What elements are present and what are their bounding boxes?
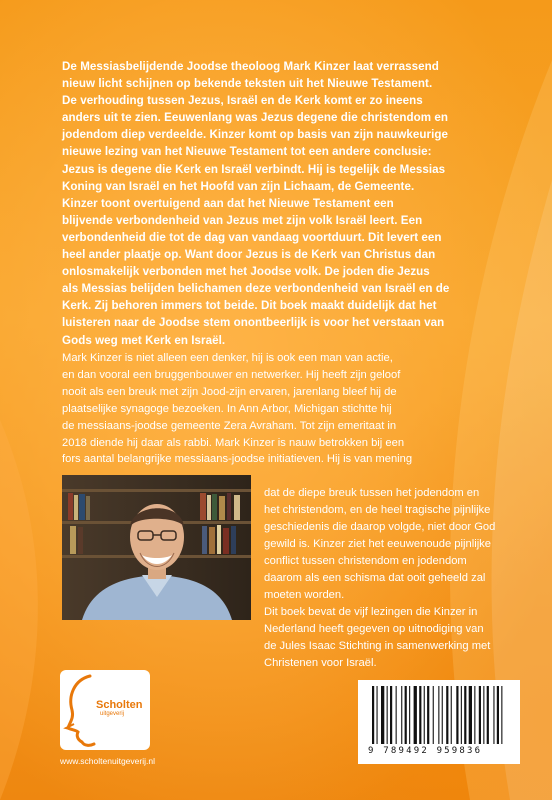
barcode-bar	[501, 686, 502, 744]
barcode-bar	[419, 686, 421, 744]
isbn-barcode	[358, 680, 520, 764]
barcode-bar	[414, 686, 417, 744]
barcode-bar	[390, 686, 392, 744]
blurb-line: nieuw licht schijnen op bekende teksten uit het Nieuwe Testament.	[62, 77, 433, 91]
isbn-number: 9 789492 959836	[368, 746, 483, 756]
blurb-line: onlosmakelijk verbonden met het Joodse volk. De joden die Jezus	[62, 265, 430, 279]
bio-line: de messiaans-joodse gemeente Zera Avraham. Tot zijn emeritaat in	[62, 419, 397, 432]
blurb-line: nieuwe lezing van het Nieuwe Testament tot een andere conclusie:	[62, 145, 432, 159]
barcode-bar	[387, 686, 388, 744]
barcode-bar	[493, 686, 494, 744]
blurb-line: Kinzer toont overtuigend aan dat het Nieuwe Testament een	[62, 196, 394, 210]
bio-line: dat de diepe breuk tussen het jodendom en	[264, 487, 480, 499]
barcode-bar	[442, 686, 443, 744]
barcode-bar	[396, 686, 397, 744]
blurb-line: blijvende verbondenheid van Jezus met zijn volk Israël leert. Een	[62, 213, 423, 227]
bio-line: het christendom, en de heel tragische pijnlijke	[264, 503, 491, 516]
bio-line: 2018 diende hij daar als rabbi. Mark Kinzer is nauw betrokken bij een	[62, 436, 405, 449]
blurb-line: verbondenheid die tot de dag van vandaag voortduurt. Dit levert een	[62, 230, 442, 244]
barcode-bar	[456, 686, 458, 744]
barcode-bar	[401, 686, 402, 744]
barcode-bar	[487, 686, 489, 744]
bio-line: conflict tussen christendom en jodendom	[264, 554, 467, 567]
bio-line: Mark Kinzer is niet alleen een denker, hij is ook een man van actie,	[62, 352, 393, 364]
publisher-subtitle: uitgeverij	[100, 711, 125, 717]
blurb-line: Kerk. Zij behoren immers tot beide. Dit boek maakt duidelijk dat het	[62, 299, 437, 313]
author-bio-side	[264, 485, 512, 586]
barcode-bar	[483, 686, 484, 744]
author-photo	[62, 475, 251, 620]
bio-line: plaatselijke synagoge bezoeken. In Ann Arbor, Michigan stichtte hij	[62, 402, 392, 415]
barcode-bar	[424, 686, 425, 744]
blurb-line: De Messiasbelijdende Joodse theoloog Mark Kinzer laat verrassend	[62, 60, 439, 73]
bio-line: Christenen voor Israël.	[264, 656, 377, 669]
bio-line: de Jules Isaac Stichting in samenwerking met	[264, 639, 491, 652]
bio-line: moeten worden.	[264, 589, 345, 601]
publisher-url: www.scholtenuitgeverij.nl	[60, 756, 155, 766]
barcode-bar	[405, 686, 407, 744]
barcode-bar	[451, 686, 452, 744]
blurb-line: Koning van Israël en het Hoofd van zijn Lichaam, de Gemeente.	[62, 179, 415, 193]
bio-line: geschiedenis die daarop volgde, niet door God	[264, 520, 496, 533]
barcode-bar	[446, 686, 448, 744]
bio-line: Nederland heeft gegeven op uitnodiging van	[264, 622, 484, 635]
bio-line: nooit als een breuk met zijn Jood-zijn ervaren, jarenlang bleef hij de	[62, 385, 397, 398]
barcode-bar	[409, 686, 410, 744]
barcode-bar	[479, 686, 481, 744]
blurb-line: De verhouding tussen Jezus, Israël en de Kerk komt er zo ineens	[62, 94, 423, 108]
barcode-bar	[427, 686, 429, 744]
blurb-text	[62, 58, 504, 349]
blurb-line: Gods weg met Kerk en Israël.	[62, 333, 226, 347]
bio-line: gewild is. Kinzer ziet het eeuwenoude pijnlijke	[264, 537, 491, 550]
barcode-bar	[372, 686, 374, 744]
book-contents-note	[264, 587, 512, 672]
barcode-bar	[497, 686, 499, 744]
barcode-bar	[377, 686, 378, 744]
blurb-line: luisteren naar de Joodse stem onontbeerlijk is voor het verstaan van	[62, 316, 445, 330]
bio-line: daarom als een schisma dat ooit geheeld zal	[264, 571, 486, 584]
barcode-bar	[469, 686, 472, 744]
bio-line: en dan vooral een bruggenbouwer en netwerker. Hij heeft zijn geloof	[62, 368, 401, 381]
blurb-line: anders uit te zien. Eeuwenlang was Jezus degene die christendom en	[62, 111, 448, 125]
author-bio	[62, 350, 504, 468]
blurb-line: Jezus is degene die Kerk en Israël verbindt. Hij is tegelijk de Messias	[62, 162, 446, 176]
barcode-bar	[461, 686, 462, 744]
publisher-logo	[60, 670, 150, 750]
barcode-bar	[381, 686, 384, 744]
barcode-bar	[433, 686, 434, 744]
bio-line: fors aantal belangrijke messiaans-joodse initiatieven. Hij is van mening	[62, 453, 413, 466]
publisher-name: Scholten	[96, 699, 143, 711]
barcode-bar	[464, 686, 466, 744]
blurb-line: jodendom diep verdeelde. Kinzer komt op basis van zijn nauwkeurige	[62, 128, 448, 142]
blurb-line: als Messias belijden belichamen deze verbondenheid van Israël en de	[62, 282, 450, 296]
barcode-bar	[474, 686, 475, 744]
blurb-line: heel ander plaatje op. Want door Jezus is de Kerk van Christus dan	[62, 248, 436, 262]
bio-line: Dit boek bevat de vijf lezingen die Kinzer in	[264, 605, 478, 618]
author-portrait-illustration	[62, 475, 251, 620]
barcode-bar	[438, 686, 439, 744]
